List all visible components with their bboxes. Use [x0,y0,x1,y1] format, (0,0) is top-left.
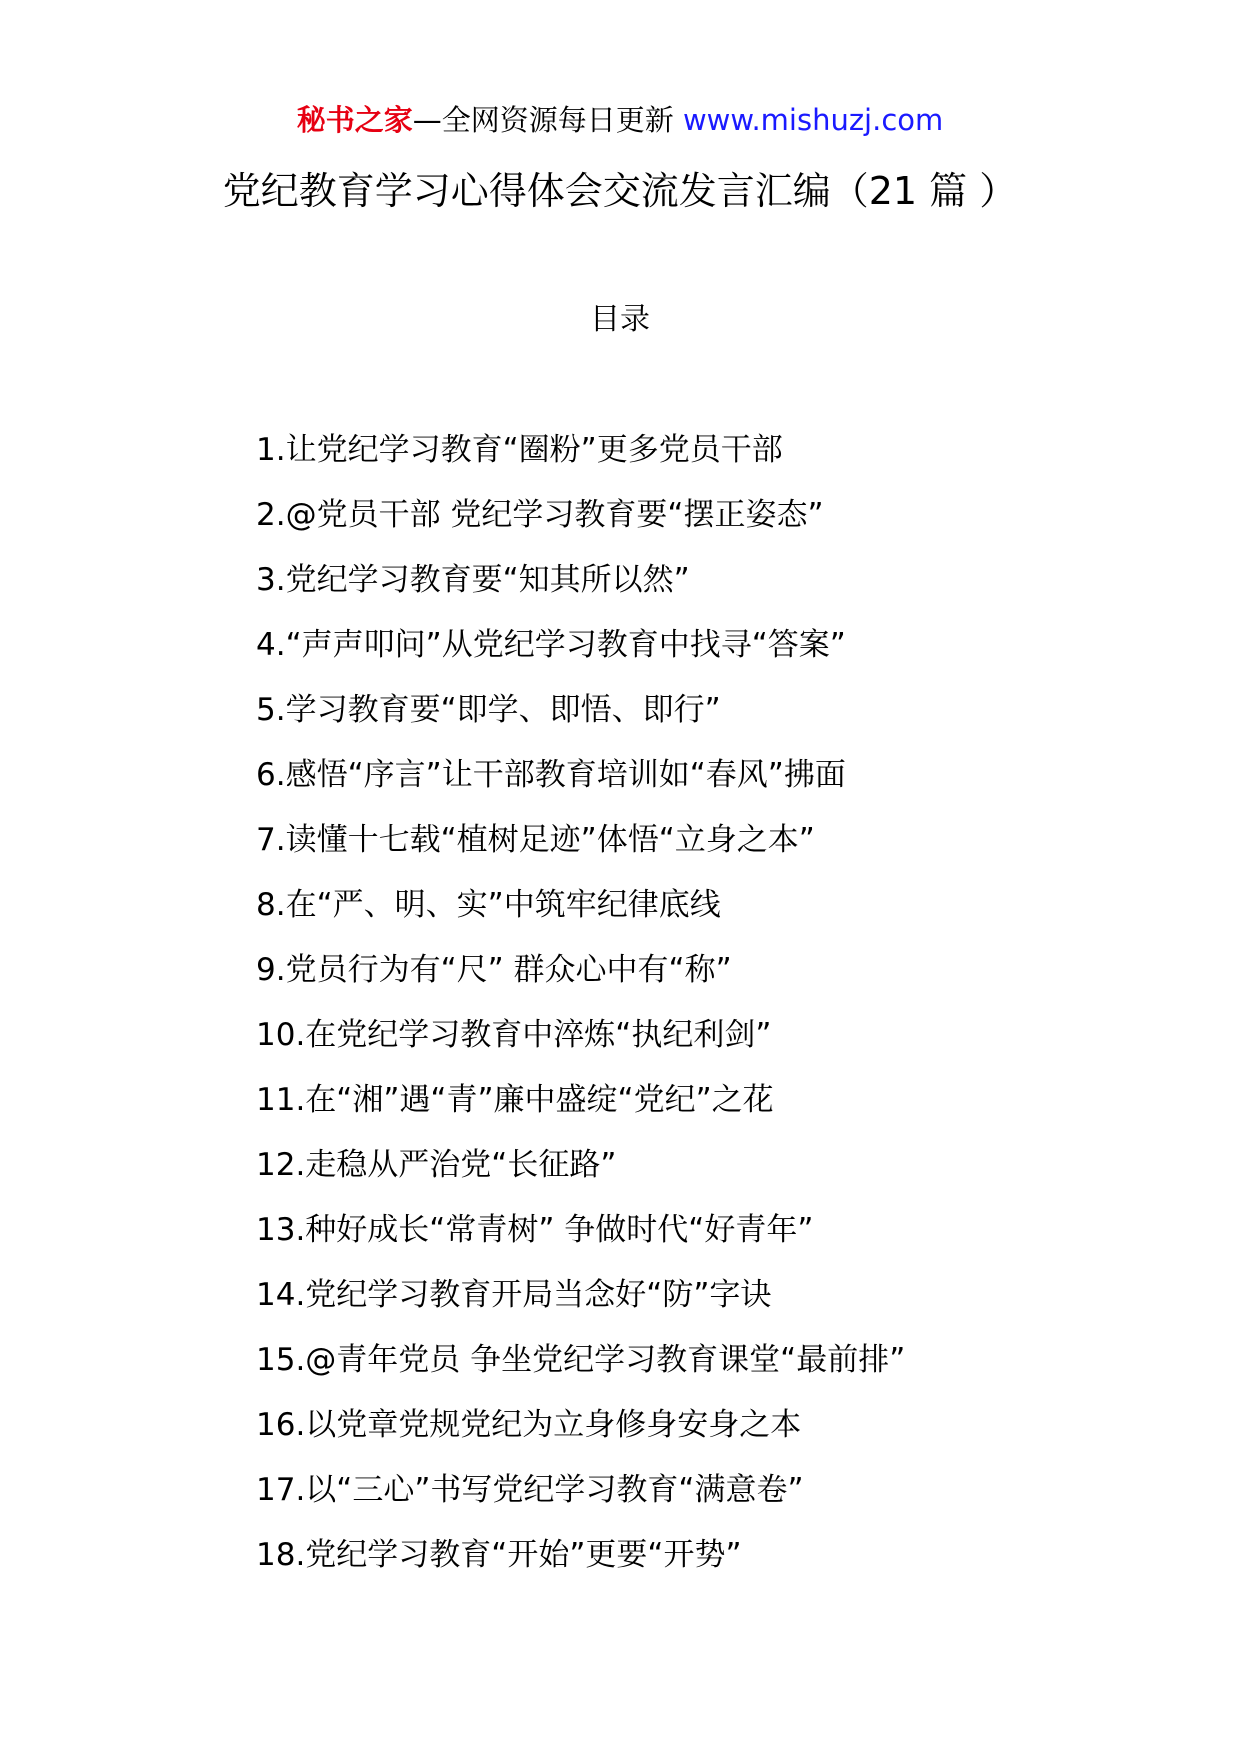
brand-name: 秘书之家 [296,103,413,137]
toc-item-1[interactable]: 1.让党纪学习教育“圈粉”更多党员干部 [256,432,783,468]
toc-item-15[interactable]: 15.@青年党员 争坐党纪学习教育课堂“最前排” [256,1342,906,1378]
toc-item-2[interactable]: 2.@党员干部 党纪学习教育要“摆正姿态” [256,497,824,533]
toc-heading: 目录 [590,302,650,337]
toc-item-8[interactable]: 8.在“严、明、实”中筑牢纪律底线 [256,887,721,923]
website-link[interactable]: www.mishuzj.com [682,103,944,137]
toc-item-7[interactable]: 7.读懂十七载“植树足迹”体悟“立身之本” [256,822,815,858]
toc-item-11[interactable]: 11.在“湘”遇“青”廉中盛绽“党纪”之花 [256,1082,774,1118]
toc-item-16[interactable]: 16.以党章党规党纪为立身修身安身之本 [256,1407,802,1443]
toc-item-12[interactable]: 12.走稳从严治党“长征路” [256,1147,617,1183]
toc-item-5[interactable]: 5.学习教育要“即学、即悟、即行” [256,692,721,728]
document-title: 党纪教育学习心得体会交流发言汇编（21 篇 ） [222,169,1018,213]
toc-list [256,428,905,1598]
toc-item-18[interactable]: 18.党纪学习教育“开始”更要“开势” [256,1537,742,1573]
toc-item-10[interactable]: 10.在党纪学习教育中淬炼“执纪利剑” [256,1017,772,1053]
toc-item-3[interactable]: 3.党纪学习教育要“知其所以然” [256,562,690,598]
toc-item-17[interactable]: 17.以“三心”书写党纪学习教育“满意卷” [256,1472,804,1508]
toc-item-4[interactable]: 4.“声声叩问”从党纪学习教育中找寻“答案” [256,627,846,663]
toc-item-6[interactable]: 6.感悟“序言”让干部教育培训如“春风”拂面 [256,757,846,793]
header-tagline: —全网资源每日更新 [412,103,683,137]
toc-item-14[interactable]: 14.党纪学习教育开局当念好“防”字诀 [256,1277,772,1313]
toc-item-9[interactable]: 9.党员行为有“尺” 群众心中有“称” [256,952,732,988]
page-header [0,100,1240,140]
toc-item-13[interactable]: 13.种好成长“常青树” 争做时代“好青年” [256,1212,814,1248]
